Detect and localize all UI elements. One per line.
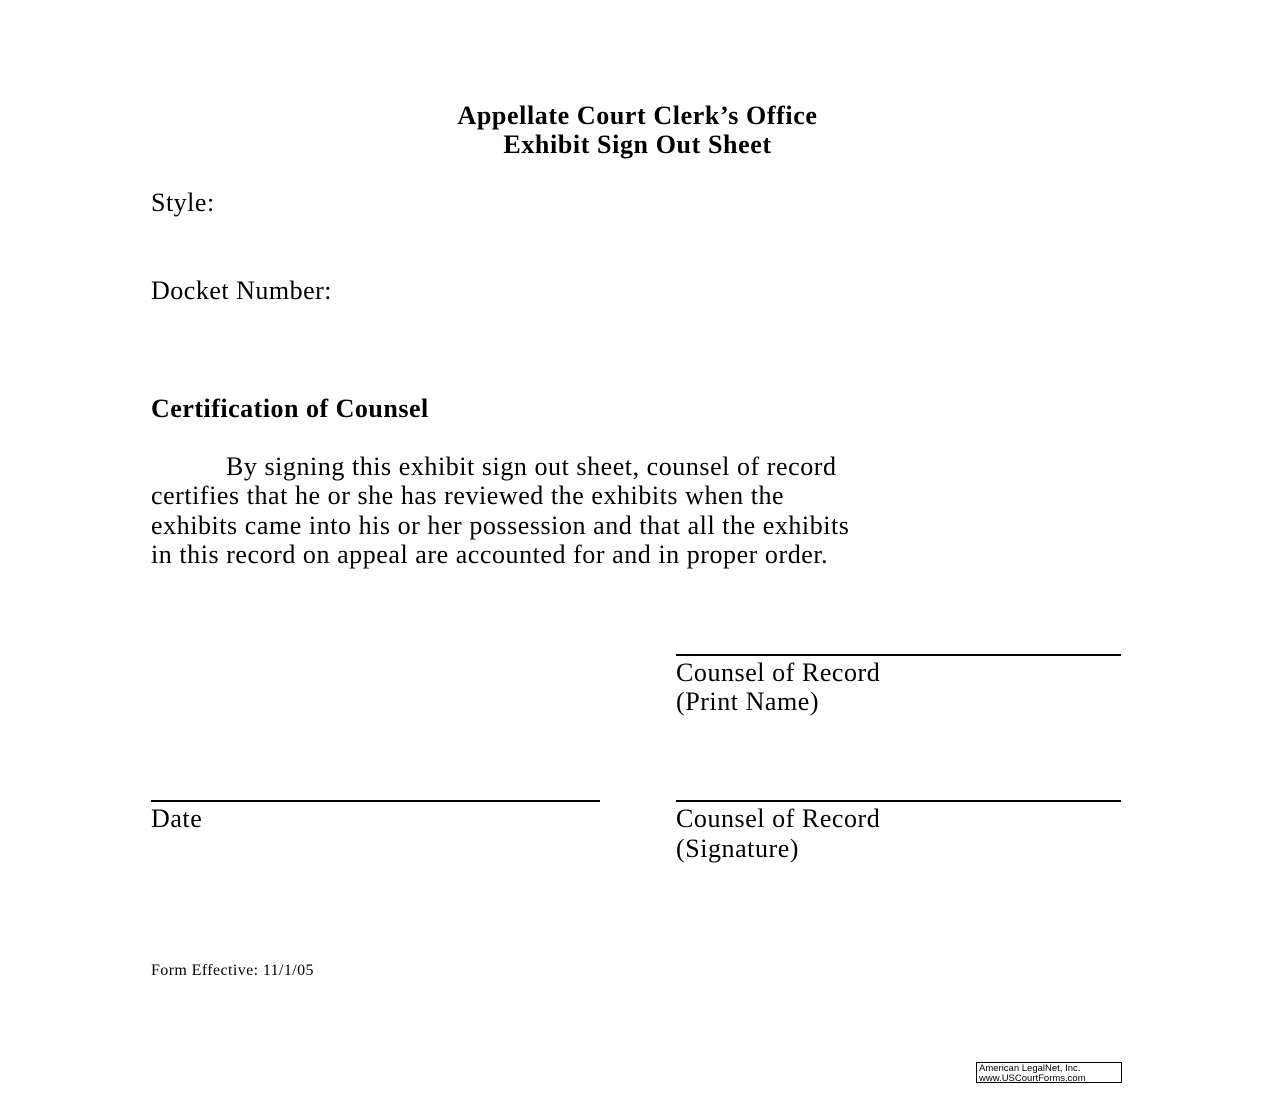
print-name-line xyxy=(676,654,1121,656)
certification-paragraph xyxy=(151,452,1131,569)
certification-line: in this record on appeal are accounted for and in proper order. xyxy=(151,539,829,569)
office-title: Appellate Court Clerk’s Office xyxy=(457,101,818,130)
certification-heading: Certification of Counsel xyxy=(151,394,429,423)
certification-line: By signing this exhibit sign out sheet, counsel of record xyxy=(226,452,837,481)
publisher-url: www.USCourtForms.com xyxy=(979,1073,1086,1083)
signature-caption: (Signature) xyxy=(676,834,800,863)
sheet-title: Exhibit Sign Out Sheet xyxy=(503,130,772,159)
style-label: Style: xyxy=(151,188,215,217)
print-name-title: Counsel of Record xyxy=(676,658,881,687)
certification-line: certifies that he or she has reviewed the exhibits when the xyxy=(151,481,785,511)
date-line xyxy=(151,800,600,802)
print-name-caption: (Print Name) xyxy=(676,687,820,716)
certification-line: exhibits came into his or her possession and that all the exhibits xyxy=(151,510,850,540)
docket-number-label: Docket Number: xyxy=(151,276,333,305)
date-label: Date xyxy=(151,804,203,833)
form-effective-date: Form Effective: 11/1/05 xyxy=(151,962,314,979)
publisher-stamp xyxy=(976,1062,1122,1083)
signature-line xyxy=(676,800,1121,802)
publisher-name: American LegalNet, Inc. xyxy=(979,1063,1081,1074)
signature-title: Counsel of Record xyxy=(676,804,881,833)
